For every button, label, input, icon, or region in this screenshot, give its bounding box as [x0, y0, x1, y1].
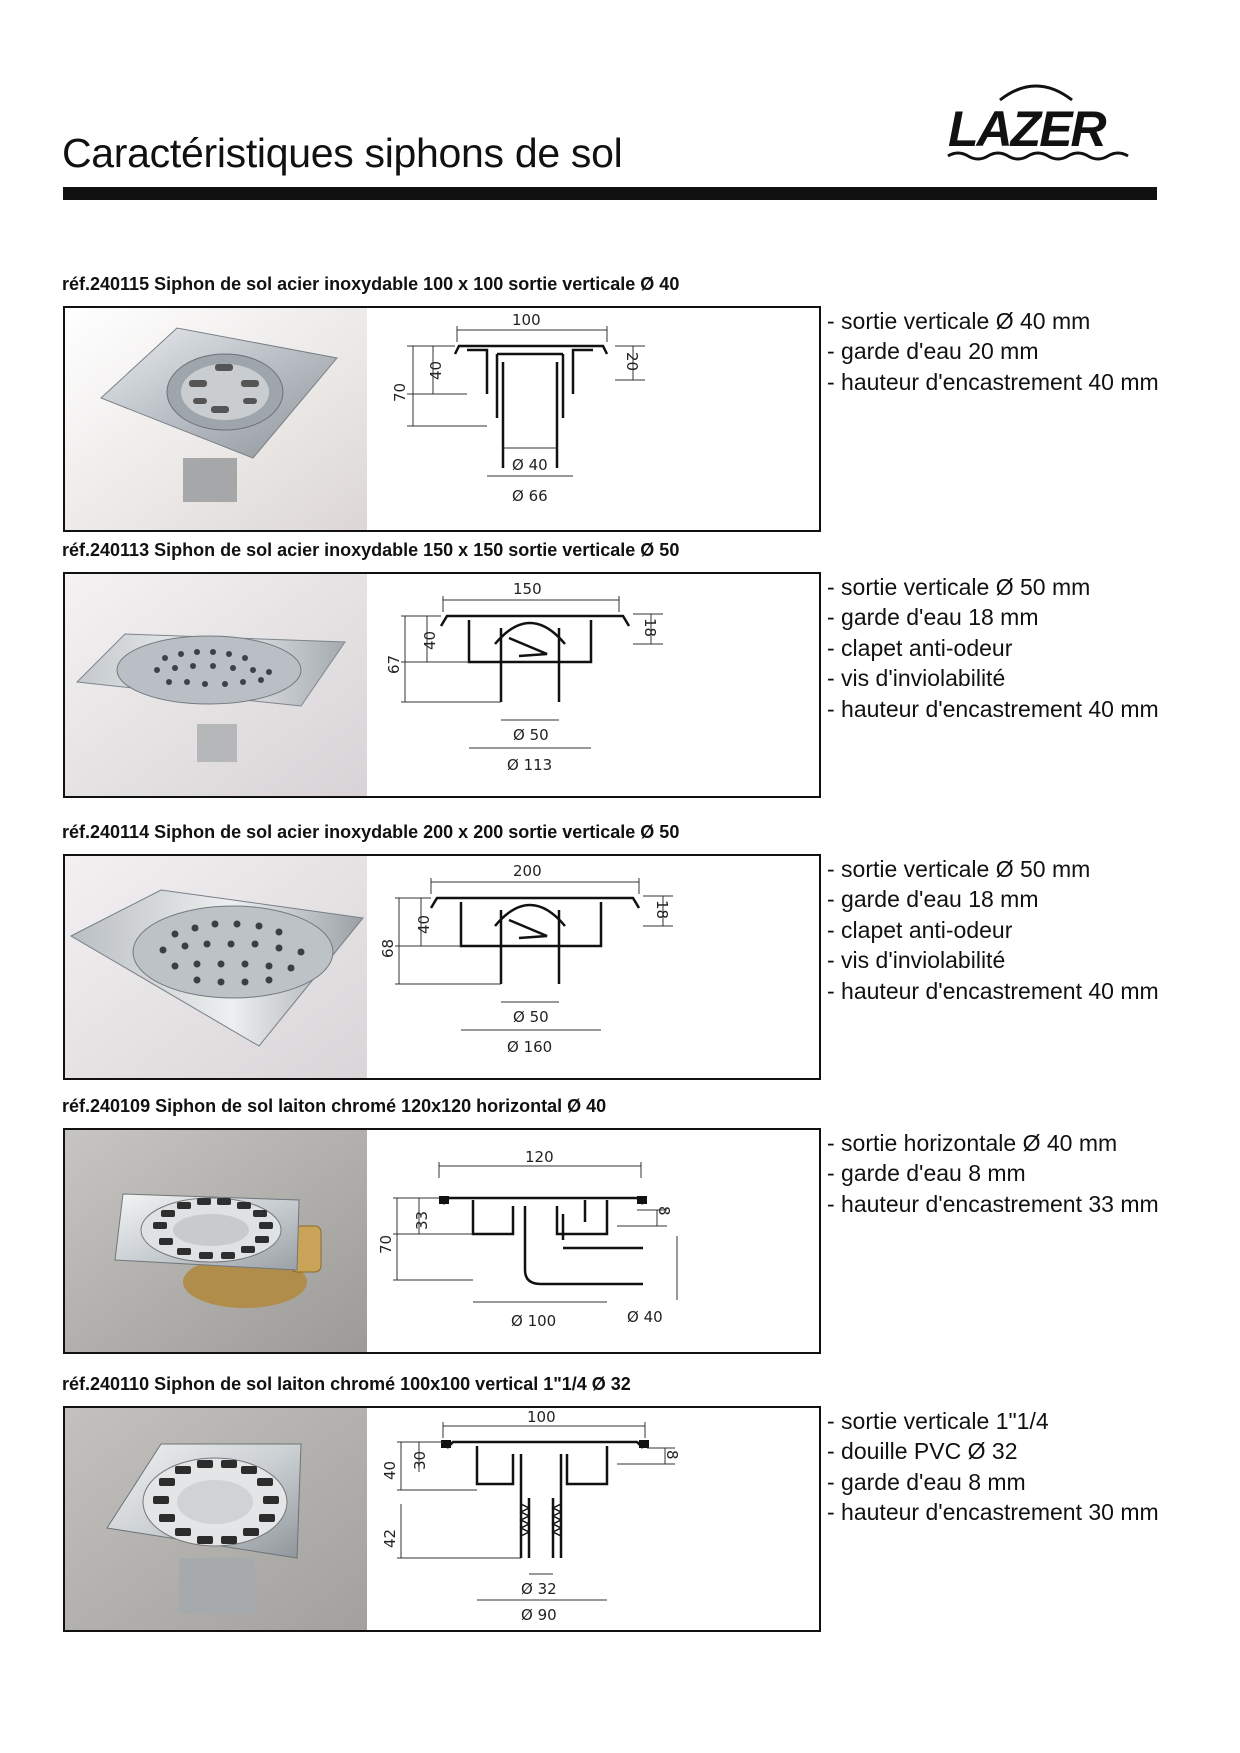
dim-lower: 42 [381, 1528, 399, 1548]
brand-name: LAZER [948, 101, 1105, 157]
dim-water-seal: 8 [663, 1450, 681, 1460]
dim-body: Ø 160 [507, 1038, 553, 1056]
product-box [63, 854, 821, 1080]
technical-drawing [367, 1130, 819, 1352]
product-ref: réf.240113 Siphon de sol acier inoxydable 150 x 150 sortie verticale Ø 50 [62, 540, 680, 560]
dim-depth: 30 [411, 1450, 429, 1470]
feature-item: - sortie verticale 1"1/4 [827, 1408, 1049, 1434]
header-rule [63, 187, 1157, 200]
dim-width: 100 [527, 1408, 556, 1426]
dim-water-seal: 8 [655, 1206, 673, 1216]
product-box [63, 1128, 821, 1354]
technical-drawing [367, 856, 819, 1078]
dim-outlet: Ø 40 [512, 456, 548, 474]
dim-width: 120 [525, 1148, 554, 1166]
feature-list [827, 1406, 1159, 1528]
dim-body: Ø 100 [511, 1312, 557, 1330]
dim-water-seal: 18 [641, 618, 659, 638]
feature-item: - hauteur d'encastrement 40 mm [827, 977, 1159, 1004]
feature-list [827, 306, 1159, 397]
dim-height: 68 [379, 938, 397, 958]
technical-drawing [367, 1408, 819, 1630]
feature-list [827, 1128, 1159, 1219]
feature-item: - garde d'eau 20 mm [827, 338, 1039, 365]
feature-item: - garde d'eau 18 mm [827, 604, 1039, 631]
dim-depth: 40 [427, 360, 445, 380]
dim-outlet: Ø 50 [513, 726, 549, 744]
product-ref: réf.240115 Siphon de sol acier inoxydable 100 x 100 sortie verticale Ø 40 [62, 274, 680, 294]
technical-drawing [367, 574, 819, 796]
drain-photo-icon [65, 856, 367, 1078]
brand-logo [944, 78, 1130, 170]
dim-water-seal: 18 [653, 900, 671, 920]
feature-item: - hauteur d'encastrement 40 mm [827, 368, 1159, 395]
technical-drawing [367, 308, 819, 530]
product-box [63, 1406, 821, 1632]
dim-height: 67 [385, 654, 403, 674]
product-ref: réf.240109 Siphon de sol laiton chromé 120x120 horizontal Ø 40 [62, 1096, 607, 1116]
feature-list [827, 572, 1159, 724]
feature-item: - hauteur d'encastrement 33 mm [827, 1190, 1159, 1217]
dim-body: Ø 66 [512, 487, 548, 505]
dim-height: 40 [381, 1460, 399, 1480]
product-ref: réf.240110 Siphon de sol laiton chromé 100x100 vertical 1"1/4 Ø 32 [62, 1374, 631, 1394]
drain-photo-icon [65, 308, 367, 530]
dim-width: 200 [513, 862, 542, 880]
dim-water-seal: 20 [623, 352, 641, 372]
feature-item: - garde d'eau 8 mm [827, 1160, 1026, 1187]
feature-item: - hauteur d'encastrement 30 mm [827, 1499, 1159, 1526]
feature-item: - clapet anti-odeur [827, 634, 1013, 661]
dim-height: 70 [377, 1234, 395, 1254]
feature-item: - sortie verticale Ø 40 mm [827, 308, 1091, 334]
product-box [63, 572, 821, 798]
dim-depth: 40 [415, 914, 433, 934]
feature-item: - vis d'inviolabilité [827, 665, 1006, 692]
page-title: Caractéristiques siphons de sol [62, 130, 623, 176]
dim-outlet: Ø 40 [627, 1308, 663, 1326]
dim-body: Ø 90 [521, 1606, 557, 1624]
feature-item: - vis d'inviolabilité [827, 947, 1006, 974]
drain-photo-icon [65, 1130, 367, 1352]
dim-height: 70 [391, 382, 409, 402]
dim-outlet: Ø 50 [513, 1008, 549, 1026]
dim-width: 150 [513, 580, 542, 598]
feature-list [827, 854, 1159, 1006]
dim-outlet: Ø 32 [521, 1580, 557, 1598]
feature-item: - garde d'eau 18 mm [827, 886, 1039, 913]
drain-photo-icon [65, 1408, 367, 1630]
dim-body: Ø 113 [507, 756, 553, 774]
feature-item: - sortie verticale Ø 50 mm [827, 574, 1091, 600]
dim-depth: 40 [421, 630, 439, 650]
product-box [63, 306, 821, 532]
dim-width: 100 [512, 311, 541, 329]
feature-item: - sortie verticale Ø 50 mm [827, 856, 1091, 882]
dim-depth: 33 [413, 1210, 431, 1230]
feature-item: - clapet anti-odeur [827, 916, 1013, 943]
drain-photo-icon [65, 574, 367, 796]
feature-item: - sortie horizontale Ø 40 mm [827, 1130, 1118, 1156]
product-ref: réf.240114 Siphon de sol acier inoxydable 200 x 200 sortie verticale Ø 50 [62, 822, 680, 842]
feature-item: - garde d'eau 8 mm [827, 1468, 1026, 1495]
feature-item: - douille PVC Ø 32 [827, 1438, 1018, 1465]
feature-item: - hauteur d'encastrement 40 mm [827, 695, 1159, 722]
